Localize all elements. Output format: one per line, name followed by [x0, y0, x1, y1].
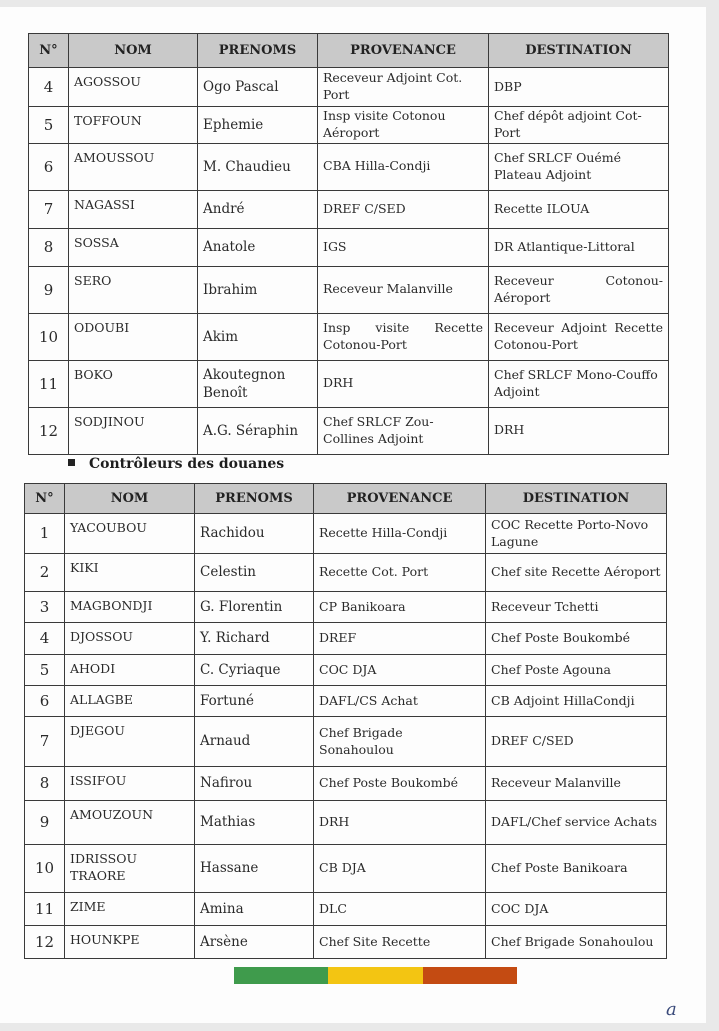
section-heading — [68, 456, 284, 472]
cell-destination: Receveur Cotonou-Aéroport — [489, 266, 669, 313]
cell-nom: MAGBONDJI — [65, 592, 195, 623]
cell-prenoms: G. Florentin — [195, 592, 314, 623]
header-nom: NOM — [65, 484, 195, 514]
header-prenoms: PRENOMS — [198, 34, 318, 68]
flag-green — [234, 967, 328, 984]
cell-num: 12 — [25, 926, 65, 959]
cell-prenoms: Arnaud — [195, 717, 314, 767]
cell-destination: Chef site Recette Aéroport — [486, 554, 667, 592]
table-row — [25, 801, 667, 845]
cell-prenoms: C. Cyriaque — [195, 655, 314, 686]
cell-num: 11 — [25, 893, 65, 926]
cell-num: 7 — [29, 190, 69, 228]
cell-prenoms: André — [198, 190, 318, 228]
cell-destination: Receveur Tchetti — [486, 592, 667, 623]
cell-nom: HOUNKPE — [65, 926, 195, 959]
signature-initial: a — [666, 999, 677, 1020]
table-inspecteurs — [28, 33, 669, 455]
header-prenoms: PRENOMS — [195, 484, 314, 514]
cell-nom: AHODI — [65, 655, 195, 686]
table-row — [29, 360, 669, 407]
cell-nom: BOKO — [69, 360, 198, 407]
cell-prenoms: Akoutegnon Benoît — [198, 360, 318, 407]
table-row — [25, 893, 667, 926]
cell-nom: DJOSSOU — [65, 623, 195, 655]
cell-provenance: Chef Brigade Sonahoulou — [314, 717, 486, 767]
cell-prenoms: Ogo Pascal — [198, 68, 318, 107]
cell-nom: DJEGOU — [65, 717, 195, 767]
cell-num: 5 — [29, 107, 69, 144]
table-row — [29, 143, 669, 190]
cell-provenance: DRH — [314, 801, 486, 845]
cell-nom: SERO — [69, 266, 198, 313]
cell-provenance: Insp visite Cotonou Aéroport — [318, 107, 489, 144]
table-row — [25, 623, 667, 655]
flag-band — [234, 967, 517, 984]
cell-destination: DR Atlantique-Littoral — [489, 228, 669, 266]
cell-destination: DRH — [489, 407, 669, 454]
cell-prenoms: Rachidou — [195, 514, 314, 554]
cell-prenoms: Hassane — [195, 845, 314, 893]
cell-provenance: Recette Cot. Port — [314, 554, 486, 592]
cell-provenance: CP Banikoara — [314, 592, 486, 623]
cell-destination: Chef SRLCF Mono-Couffo Adjoint — [489, 360, 669, 407]
table-row — [29, 190, 669, 228]
cell-destination: Receveur Adjoint Recette Cotonou-Port — [489, 313, 669, 360]
cell-provenance: DLC — [314, 893, 486, 926]
cell-provenance: Chef Site Recette — [314, 926, 486, 959]
cell-num: 9 — [29, 266, 69, 313]
bullet-icon — [68, 459, 75, 466]
table-row — [29, 107, 669, 144]
cell-prenoms: A.G. Séraphin — [198, 407, 318, 454]
cell-prenoms: Arsène — [195, 926, 314, 959]
cell-num: 10 — [25, 845, 65, 893]
cell-nom: ODOUBI — [69, 313, 198, 360]
table-header-row — [25, 484, 667, 514]
table-row — [25, 686, 667, 717]
header-num: N° — [29, 34, 69, 68]
cell-num: 5 — [25, 655, 65, 686]
cell-nom: SOSSA — [69, 228, 198, 266]
cell-num: 9 — [25, 801, 65, 845]
document-page — [0, 7, 706, 1023]
table-row — [25, 717, 667, 767]
cell-prenoms: Anatole — [198, 228, 318, 266]
table-row — [29, 266, 669, 313]
cell-prenoms: Mathias — [195, 801, 314, 845]
cell-provenance: CB DJA — [314, 845, 486, 893]
table-row — [25, 845, 667, 893]
cell-prenoms: M. Chaudieu — [198, 143, 318, 190]
cell-num: 12 — [29, 407, 69, 454]
cell-nom: NAGASSI — [69, 190, 198, 228]
cell-nom: YACOUBOU — [65, 514, 195, 554]
table-controleurs — [24, 483, 667, 959]
cell-prenoms: Akim — [198, 313, 318, 360]
cell-num: 2 — [25, 554, 65, 592]
table-header-row — [29, 34, 669, 68]
cell-destination: Chef Poste Banikoara — [486, 845, 667, 893]
cell-num: 8 — [29, 228, 69, 266]
cell-destination: Chef SRLCF Ouémé Plateau Adjoint — [489, 143, 669, 190]
cell-provenance: DREF C/SED — [318, 190, 489, 228]
table-row — [25, 514, 667, 554]
cell-nom: SODJINOU — [69, 407, 198, 454]
cell-prenoms: Ephemie — [198, 107, 318, 144]
cell-provenance: COC DJA — [314, 655, 486, 686]
table-row — [29, 68, 669, 107]
cell-num: 8 — [25, 767, 65, 801]
cell-destination: CB Adjoint HillaCondji — [486, 686, 667, 717]
cell-provenance: Chef Poste Boukombé — [314, 767, 486, 801]
table-row — [29, 313, 669, 360]
table-row — [25, 926, 667, 959]
cell-provenance: DREF — [314, 623, 486, 655]
header-num: N° — [25, 484, 65, 514]
cell-num: 4 — [29, 68, 69, 107]
cell-destination: Chef Poste Agouna — [486, 655, 667, 686]
cell-num: 1 — [25, 514, 65, 554]
cell-nom: ZIME — [65, 893, 195, 926]
cell-nom: AMOUZOUN — [65, 801, 195, 845]
header-destination: DESTINATION — [486, 484, 667, 514]
cell-destination: Chef Brigade Sonahoulou — [486, 926, 667, 959]
cell-provenance: Insp visite Recette Cotonou-Port — [318, 313, 489, 360]
table-row — [25, 767, 667, 801]
section-title: Contrôleurs des douanes — [89, 456, 285, 472]
cell-destination: COC DJA — [486, 893, 667, 926]
table-row — [25, 655, 667, 686]
cell-provenance: Recette Hilla-Condji — [314, 514, 486, 554]
cell-prenoms: Nafirou — [195, 767, 314, 801]
cell-destination: COC Recette Porto-Novo Lagune — [486, 514, 667, 554]
cell-prenoms: Amina — [195, 893, 314, 926]
cell-destination: DREF C/SED — [486, 717, 667, 767]
cell-nom: AGOSSOU — [69, 68, 198, 107]
flag-yellow — [328, 967, 422, 984]
cell-prenoms: Celestin — [195, 554, 314, 592]
cell-provenance: DAFL/CS Achat — [314, 686, 486, 717]
cell-provenance: Receveur Malanville — [318, 266, 489, 313]
cell-prenoms: Fortuné — [195, 686, 314, 717]
cell-num: 3 — [25, 592, 65, 623]
cell-nom: ISSIFOU — [65, 767, 195, 801]
cell-destination: Chef Poste Boukombé — [486, 623, 667, 655]
table-row — [29, 228, 669, 266]
table-row — [25, 554, 667, 592]
cell-nom: IDRISSOU TRAORE — [65, 845, 195, 893]
cell-nom: TOFFOUN — [69, 107, 198, 144]
cell-num: 4 — [25, 623, 65, 655]
cell-num: 10 — [29, 313, 69, 360]
cell-destination: Receveur Malanville — [486, 767, 667, 801]
cell-provenance: Receveur Adjoint Cot. Port — [318, 68, 489, 107]
header-nom: NOM — [69, 34, 198, 68]
cell-nom: AMOUSSOU — [69, 143, 198, 190]
cell-destination: DBP — [489, 68, 669, 107]
table-row — [25, 592, 667, 623]
cell-provenance: CBA Hilla-Condji — [318, 143, 489, 190]
header-destination: DESTINATION — [489, 34, 669, 68]
cell-nom: KIKI — [65, 554, 195, 592]
header-provenance: PROVENANCE — [314, 484, 486, 514]
cell-num: 11 — [29, 360, 69, 407]
cell-provenance: DRH — [318, 360, 489, 407]
cell-destination: Recette ILOUA — [489, 190, 669, 228]
cell-num: 7 — [25, 717, 65, 767]
cell-provenance: IGS — [318, 228, 489, 266]
flag-red — [423, 967, 517, 984]
cell-num: 6 — [25, 686, 65, 717]
cell-nom: ALLAGBE — [65, 686, 195, 717]
header-provenance: PROVENANCE — [318, 34, 489, 68]
table-row — [29, 407, 669, 454]
cell-prenoms: Y. Richard — [195, 623, 314, 655]
cell-num: 6 — [29, 143, 69, 190]
cell-prenoms: Ibrahim — [198, 266, 318, 313]
cell-destination: DAFL/Chef service Achats — [486, 801, 667, 845]
cell-destination: Chef dépôt adjoint Cot-Port — [489, 107, 669, 144]
cell-provenance: Chef SRLCF Zou-Collines Adjoint — [318, 407, 489, 454]
